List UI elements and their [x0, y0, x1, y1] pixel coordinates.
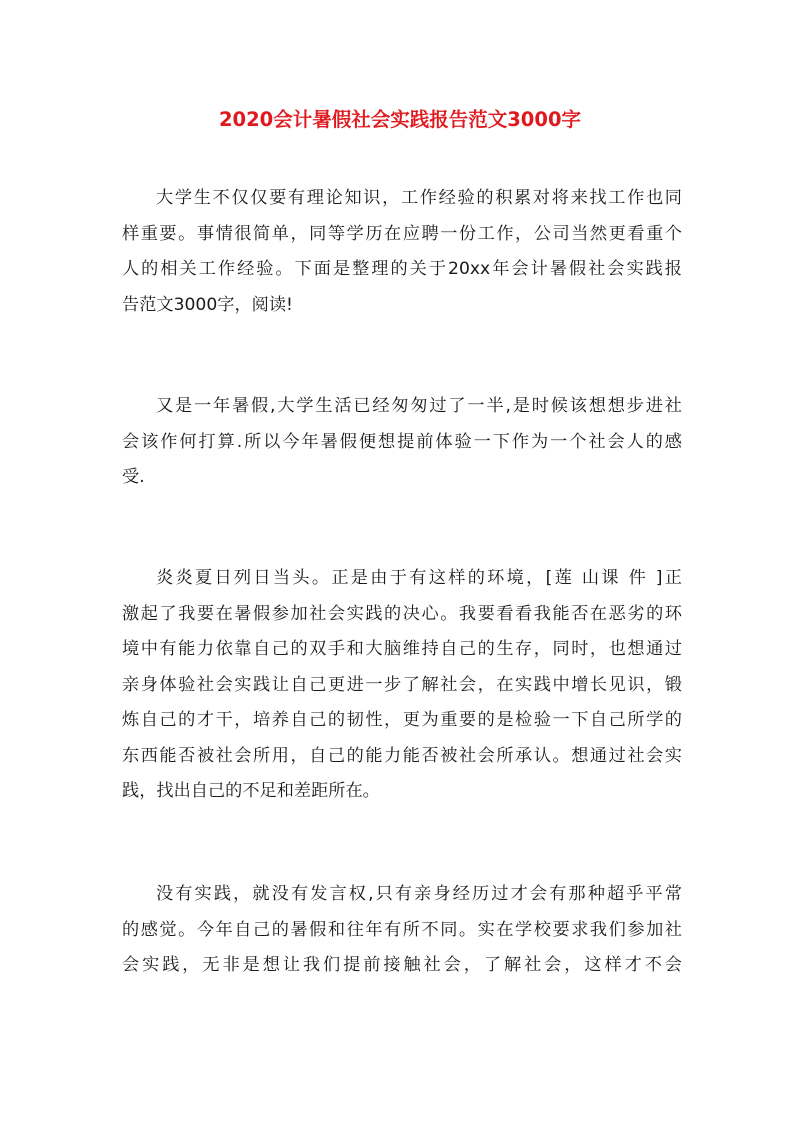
- paragraph-practice: [122, 877, 682, 984]
- text-line: 又是一年暑假,大学生活已经匆匆过了一半,是时候该想想步进社: [156, 396, 682, 416]
- text-line: 大学生不仅仅要有理论知识，工作经验的积累对将来找工作也同: [156, 188, 682, 208]
- text-line: 践，找出自己的不足和差距所在。: [122, 781, 380, 801]
- text-line: 炎炎夏日列日当头。正是由于有这样的环境，[莲 山课 件 ]正: [156, 568, 682, 588]
- document-title: 2020会计暑假社会实践报告范文3000字: [218, 108, 582, 131]
- text-line: 亲身体验社会实践让自己更进一步了解社会，在实践中增长见识，锻: [122, 674, 682, 695]
- text-line: 受.: [122, 467, 145, 487]
- text-line: 会实践，无非是想让我们提前接触社会，了解社会，这样才不会: [122, 955, 682, 975]
- paragraph-intro: [122, 181, 682, 323]
- text-line: 的感觉。今年自己的暑假和往年有所不同。实在学校要求我们参加社: [122, 919, 682, 940]
- text-line: 样重要。事情很简单，同等学历在应聘一份工作，公司当然更看重个: [122, 223, 682, 244]
- text-line: 境中有能力依靠自己的双手和大脑维持自己的生存，同时，也想通过: [122, 639, 682, 659]
- text-line: 人的相关工作经验。下面是整理的关于20xx年会计暑假社会实践报: [122, 259, 682, 279]
- text-line: 东西能否被社会所用，自己的能力能否被社会所承认。想通过社会实: [122, 745, 682, 766]
- paragraph-motivation: [122, 561, 682, 810]
- text-line: 会该作何打算.所以今年暑假便想提前体验一下作为一个社会人的感: [122, 431, 682, 452]
- text-line: 告范文3000字，阅读!: [122, 294, 293, 315]
- text-line: 激起了我要在暑假参加社会实践的决心。我要看看我能否在恶劣的环: [122, 603, 682, 624]
- text-line: 没有实践，就没有发言权,只有亲身经历过才会有那种超乎平常: [156, 884, 682, 904]
- paragraph-summer: [122, 389, 682, 496]
- text-line: 炼自己的才干，培养自己的韧性，更为重要的是检验一下自己所学的: [122, 710, 682, 730]
